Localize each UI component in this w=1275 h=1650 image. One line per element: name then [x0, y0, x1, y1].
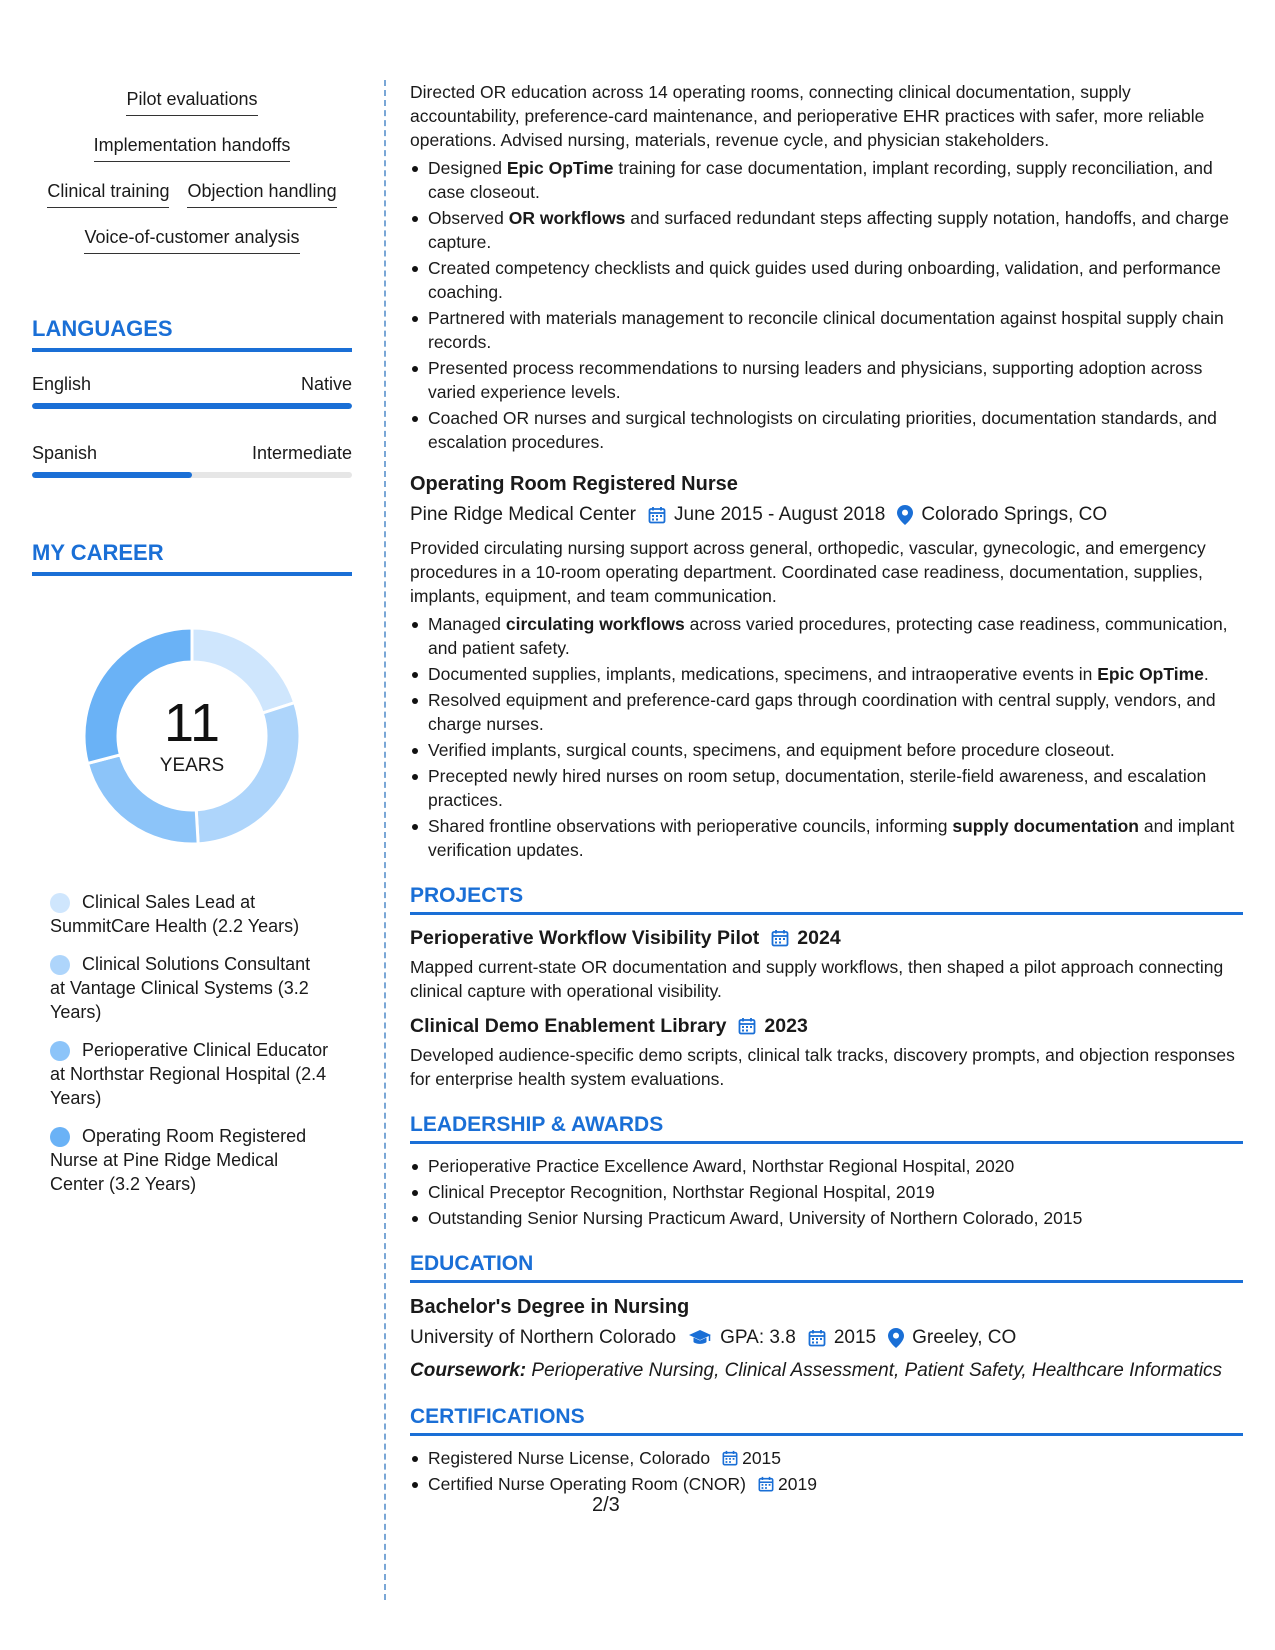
skill-tag: Voice-of-customer analysis: [84, 226, 299, 254]
legend-label: Clinical Solutions Consultant at Vantage Clinical Systems (3.2 Years): [50, 954, 311, 1022]
map-pin-icon: [897, 505, 913, 525]
career-donut-chart: [72, 616, 312, 856]
job-summary: Provided circulating nursing support across general, orthopedic, vascular, gynecologic, and emergency procedures in a 10-room operating department. Coordinated case readiness, documentation, supplies, implants, equipment, and team communication.: [410, 538, 1206, 606]
project-item: [410, 925, 1243, 1003]
career-legend: [50, 890, 330, 1196]
coursework-label: Coursework:: [410, 1360, 527, 1381]
project-title-row: [410, 925, 1243, 951]
bullet-bold: circulating workflows: [505, 614, 685, 634]
bullet-text: .: [1203, 664, 1209, 684]
project-title-row: [410, 1013, 1243, 1039]
job-bullet: [410, 612, 1243, 660]
language-bar: [32, 403, 352, 409]
calendar-icon: [648, 506, 666, 524]
education-meta: [410, 1325, 1243, 1351]
awards-list: [410, 1154, 1243, 1230]
language-name: English: [32, 374, 92, 394]
column-divider: [384, 80, 386, 1600]
skill-tag: Pilot evaluations: [126, 88, 257, 116]
certifications-heading: CERTIFICATIONS: [410, 1405, 1243, 1436]
bullet-text: across varied procedures, protecting case readiness, communication, and patient safety.: [428, 614, 1228, 658]
language-spanish: [32, 431, 352, 478]
award-item: Clinical Preceptor Recognition, Northstar Regional Hospital, 2019: [410, 1180, 1243, 1204]
school-location: Greeley, CO: [912, 1327, 1017, 1348]
graduation-year: 2015: [833, 1327, 877, 1348]
main-content: [410, 80, 1243, 1498]
job-title: Operating Room Registered Nurse: [410, 473, 738, 495]
certification-name: Registered Nurse License, Colorado: [428, 1448, 711, 1468]
job-bullet: [410, 688, 1243, 736]
project-title: Clinical Demo Enablement Library: [410, 1015, 727, 1037]
school-name: University of Northern Colorado: [410, 1327, 677, 1348]
bullet-bold: Epic OpTime: [1097, 664, 1204, 684]
language-bar-fill: [32, 403, 352, 409]
job-bullets: [410, 612, 1243, 862]
bullet-text: Presented process recommendations to nursing leaders and physicians, supporting adoption across varied experience levels.: [428, 358, 1203, 402]
bullet-text: training for case documentation, implant recording, supply reconciliation, and case closeout.: [428, 158, 1213, 202]
certification-name: Certified Nurse Operating Room (CNOR): [428, 1474, 747, 1494]
bullet-text: Resolved equipment and preference-card gaps through coordination with central supply, vendors, and charge nurses.: [428, 690, 1216, 734]
page-number: 2/3: [592, 1494, 620, 1516]
bullet-text: Observed: [428, 208, 509, 228]
project-item: [410, 1013, 1243, 1091]
award-item: Outstanding Senior Nursing Practicum Award, University of Northern Colorado, 2015: [410, 1206, 1243, 1230]
job-summary: Directed OR education across 14 operating rooms, connecting clinical documentation, supply accountability, preference-card maintenance, and perioperative EHR practices with safer, more reliable operations. Advised nursing, materials, revenue cycle, and physician stakeholders.: [410, 82, 1205, 150]
project-description: Developed audience-specific demo scripts, clinical talk tracks, discovery prompts, and objection responses for enterprise health system evaluations.: [410, 1045, 1235, 1089]
language-bar-fill: [32, 472, 192, 478]
legend-dot: [50, 955, 70, 975]
bullet-bold: Epic OpTime: [506, 158, 614, 178]
job-bullet: [410, 256, 1243, 304]
legend-dot: [50, 893, 70, 913]
degree-title: Bachelor's Degree in Nursing: [410, 1296, 690, 1318]
skill-tag: Implementation handoffs: [94, 134, 291, 162]
project-year: 2024: [797, 927, 841, 949]
job-bullets: [410, 156, 1243, 454]
bullet-bold: OR workflows: [508, 208, 626, 228]
bullet-text: Created competency checklists and quick guides used during onboarding, validation, and performance coaching.: [428, 258, 1221, 302]
bullet-bold: supply documentation: [952, 816, 1139, 836]
bullet-text: Documented supplies, implants, medications, specimens, and intraoperative events in: [428, 664, 1098, 684]
language-level: Intermediate: [251, 443, 352, 463]
coursework-list: Perioperative Nursing, Clinical Assessment, Patient Safety, Healthcare Informatics: [531, 1360, 1223, 1381]
bullet-text: Coached OR nurses and surgical technologists on circulating priorities, documentation standards, and escalation procedures.: [428, 408, 1217, 452]
graduation-cap-icon: [688, 1329, 712, 1347]
job-bullet: [410, 738, 1243, 762]
bullet-text: and surfaced redundant steps affecting supply notation, handoffs, and charge capture.: [428, 208, 1229, 252]
skill-tag: Objection handling: [187, 180, 336, 208]
award-item: Perioperative Practice Excellence Award, Northstar Regional Hospital, 2020: [410, 1154, 1243, 1178]
calendar-icon: [722, 1450, 738, 1466]
job-dates: June 2015 - August 2018: [674, 504, 886, 525]
career-legend-item: [50, 1124, 330, 1196]
language-english: [32, 362, 352, 409]
project-description: Mapped current-state OR documentation and supply workflows, then shaped a pilot approach connecting clinical capture with operational visibility.: [410, 957, 1224, 1001]
project-year: 2023: [764, 1015, 808, 1037]
job-location: Colorado Springs, CO: [921, 504, 1108, 525]
legend-label: Perioperative Clinical Educator at Northstar Regional Hospital (2.4 Years): [50, 1040, 329, 1108]
certification-item: [410, 1472, 1243, 1496]
career-total-unit: YEARS: [159, 755, 225, 776]
job-bullet: [410, 764, 1243, 812]
donut-center: [72, 616, 312, 856]
education-heading: EDUCATION: [410, 1252, 1243, 1283]
skill-tag: Clinical training: [47, 180, 169, 208]
certification-year: 2019: [778, 1474, 817, 1494]
calendar-icon: [771, 929, 789, 947]
skills-tags: [32, 80, 352, 254]
sidebar: [32, 80, 352, 1210]
calendar-icon: [808, 1329, 826, 1347]
career-legend-item: [50, 952, 330, 1024]
job-bullet: [410, 206, 1243, 254]
job-bullet: [410, 356, 1243, 404]
job-bullet: [410, 406, 1243, 454]
awards-heading: LEADERSHIP & AWARDS: [410, 1113, 1243, 1144]
certification-item: [410, 1446, 1243, 1470]
language-level: Native: [300, 374, 352, 394]
legend-label: Clinical Sales Lead at SummitCare Health (2.2 Years): [50, 892, 300, 936]
projects-heading: PROJECTS: [410, 884, 1243, 915]
bullet-text: and implant verification updates.: [428, 816, 1235, 860]
certifications-list: [410, 1446, 1243, 1496]
company-name: Pine Ridge Medical Center: [410, 504, 637, 525]
gpa: GPA: 3.8: [720, 1327, 796, 1348]
bullet-text: Designed: [428, 158, 507, 178]
legend-dot: [50, 1127, 70, 1147]
calendar-icon: [738, 1017, 756, 1035]
bullet-text: Managed: [428, 614, 506, 634]
legend-label: Operating Room Registered Nurse at Pine Ridge Medical Center (3.2 Years): [50, 1126, 307, 1194]
calendar-icon: [758, 1476, 774, 1492]
career-legend-item: [50, 1038, 330, 1110]
bullet-text: Precepted newly hired nurses on room setup, documentation, sterile-field awareness, and escalation practices.: [428, 766, 1207, 810]
job-bullet: [410, 814, 1243, 862]
coursework: [410, 1359, 1243, 1383]
bullet-text: Shared frontline observations with perioperative councils, informing: [428, 816, 953, 836]
legend-dot: [50, 1041, 70, 1061]
job-meta: [410, 502, 1243, 528]
languages-heading: LANGUAGES: [32, 316, 352, 352]
language-bar: [32, 472, 352, 478]
career-heading: MY CAREER: [32, 540, 352, 576]
project-title: Perioperative Workflow Visibility Pilot: [410, 927, 760, 949]
bullet-text: Verified implants, surgical counts, specimens, and equipment before procedure closeout.: [428, 740, 1115, 760]
career-legend-item: [50, 890, 330, 938]
bullet-text: Partnered with materials management to reconcile clinical documentation against hospital supply chain records.: [428, 308, 1224, 352]
career-total-number: 11: [163, 693, 221, 753]
certification-year: 2015: [742, 1448, 782, 1468]
job-bullet: [410, 306, 1243, 354]
job-bullet: [410, 662, 1243, 686]
job-bullet: [410, 156, 1243, 204]
language-name: Spanish: [32, 443, 98, 463]
map-pin-icon: [888, 1328, 904, 1348]
